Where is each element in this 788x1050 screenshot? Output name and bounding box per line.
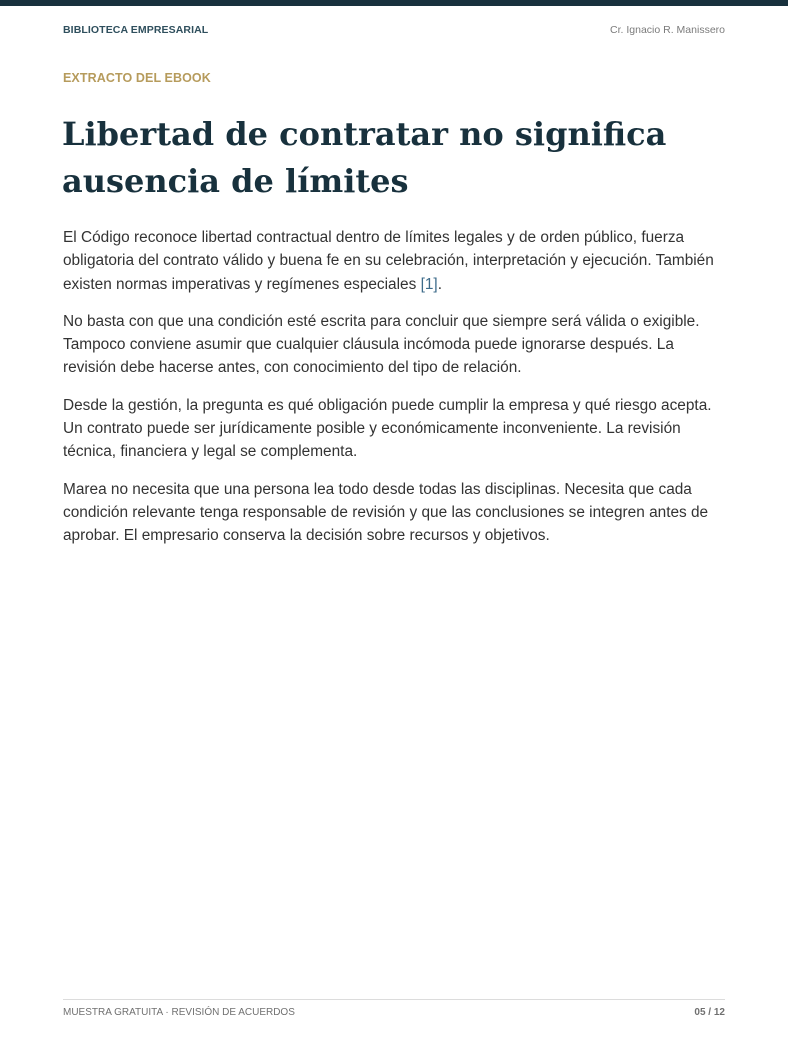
paragraph-1-text: El Código reconoce libertad contractual dentro de límites legales y de orden público, fuerza obligatoria del contrato válido y buena fe en su celebración, interpretación y ejecución. También existen normas imperativas y regímenes especiales <box>63 229 714 293</box>
footer-label: MUESTRA GRATUITA · REVISIÓN DE ACUERDOS <box>63 1007 295 1018</box>
top-accent-bar <box>0 0 788 6</box>
page-number: 05 / 12 <box>694 1007 725 1018</box>
brand-label: BIBLIOTECA EMPRESARIAL <box>63 24 209 36</box>
footer-divider <box>63 999 725 1000</box>
page-title: Libertad de contratar no significa ausencia de límites <box>62 115 667 200</box>
page-header <box>63 24 725 40</box>
paragraph-3: Desde la gestión, la pregunta es qué obligación puede cumplir la empresa y qué riesgo acepta. Un contrato puede ser jurídicamente posible y económicamente inconveniente. La revisión técnica, financiera y legal se complementa. <box>63 396 712 461</box>
paragraph-1 <box>63 226 729 296</box>
author-label: Cr. Ignacio R. Manissero <box>610 24 725 36</box>
paragraph-2: No basta con que una condición esté escrita para concluir que siempre será válida o exigible. Tampoco conviene asumir que cualquier cláusula incómoda puede ignorarse después. La revisión debe hacerse antes, con conocimiento del tipo de relación. <box>63 312 700 377</box>
body-text <box>63 226 729 562</box>
reference-link[interactable]: [1] <box>420 275 438 293</box>
paragraph-4: Marea no necesita que una persona lea todo desde todas las disciplinas. Necesita que cada condición relevante tenga responsable de revisión y que las conclusiones se integren antes de aprobar. El empresario conserva la decisión sobre recursos y objetivos. <box>63 480 709 545</box>
section-kicker: EXTRACTO DEL EBOOK <box>63 71 211 85</box>
paragraph-1-tail: . <box>437 275 442 293</box>
